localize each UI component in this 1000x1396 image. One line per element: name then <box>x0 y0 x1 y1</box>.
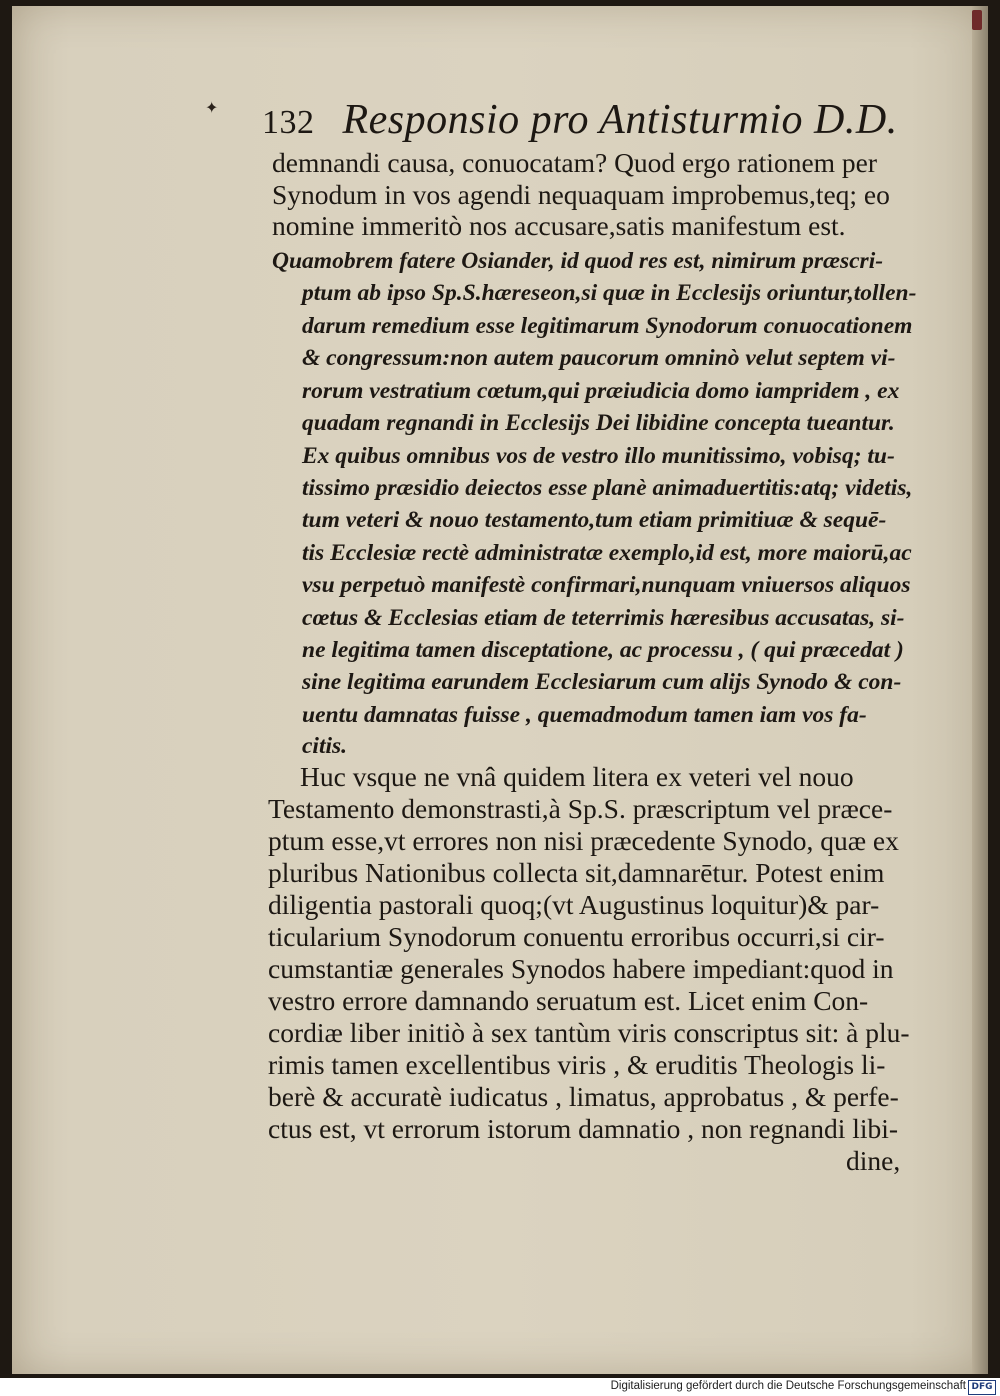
body-line: nomine immeritò nos accusare,satis manifestum est. <box>272 210 846 241</box>
printer-ornament-icon: ✦ <box>205 100 219 117</box>
bookmark-tab <box>972 10 982 30</box>
quote-line: tum veteri & nouo testamento,tum etiam primitiuæ & sequē- <box>302 507 887 533</box>
body-line: cumstantiæ generales Synodos habere impediant:quod in <box>268 953 894 984</box>
quote-line: citis. <box>302 733 348 759</box>
quote-line: vsu perpetuò manifestè confirmari,nunquam vniuersos aliquos <box>302 572 911 598</box>
page-edge-shadow <box>972 6 988 1374</box>
quote-line: darum remedium esse legitimarum Synodorum conuocationem <box>302 313 913 339</box>
quote-line: ne legitima tamen disceptatione, ac processu , ( qui præcedat ) <box>302 637 904 663</box>
quote-line: cœtus & Ecclesias etiam de teterrimis hæresibus accusatas, si- <box>302 605 905 631</box>
body-line: pluribus Nationibus collecta sit,damnarētur. Potest enim <box>268 857 885 888</box>
body-line: cordiæ liber initiò à sex tantùm viris conscriptus sit: à plu- <box>268 1017 910 1048</box>
body-line: Synodum in vos agendi nequaquam improbemus,teq; eo <box>272 179 890 210</box>
quote-line: & congressum:non autem paucorum omninò velut septem vi- <box>302 345 896 371</box>
funding-credit: Digitalisierung gefördert durch die Deutsche Forschungsgemeinschaft <box>610 1380 966 1392</box>
body-line: demnandi causa, conuocatam? Quod ergo rationem per <box>272 147 878 178</box>
quote-line: ptum ab ipso Sp.S.hæreseon,si quæ in Ecclesijs oriuntur,tollen- <box>302 280 917 306</box>
body-line: Huc vsque ne vnâ quidem litera ex veteri vel nouo <box>300 761 854 792</box>
quote-line: uentu damnatas fuisse , quemadmodum tamen iam vos fa- <box>302 702 867 728</box>
running-header <box>262 96 898 144</box>
quote-line: rorum vestratium cœtum,qui præiudicia domo iampridem , ex <box>302 378 900 404</box>
body-line: rimis tamen excellentibus viris , & eruditis Theologis li- <box>268 1049 886 1080</box>
body-line: ptum esse,vt errores non nisi præcedente Synodo, quæ ex <box>268 825 899 856</box>
quote-line: Quamobrem fatere Osiander, id quod res est, nimirum præscri- <box>272 248 884 274</box>
body-line: diligentia pastorali quoq;(vt Augustinus loquitur)& par- <box>268 889 880 920</box>
quote-line: sine legitima earundem Ecclesiarum cum alijs Synodo & con- <box>302 669 902 695</box>
page-number: 132 <box>262 104 315 141</box>
running-title: Responsio pro Antisturmio D.D. <box>342 97 898 143</box>
body-line: berè & accuratè iudicatus , limatus, approbatus , & perfe- <box>268 1081 899 1112</box>
body-line: ctus est, vt errorum istorum damnatio , non regnandi libi- <box>268 1113 899 1144</box>
quote-line: tis Ecclesiæ rectè administratæ exemplo,id est, more maiorū,ac <box>302 540 912 566</box>
body-line: ticularium Synodorum conuentu erroribus occurri,si cir- <box>268 921 885 952</box>
catchword: dine, <box>846 1145 901 1176</box>
dfg-logo-icon: DFG <box>968 1380 996 1395</box>
body-line: vestro errore damnando seruatum est. Licet enim Con- <box>268 985 869 1016</box>
quote-line: quadam regnandi in Ecclesijs Dei libidine concepta tueantur. <box>302 410 895 436</box>
quote-line: Ex quibus omnibus vos de vestro illo munitissimo, vobisq; tu- <box>302 443 895 469</box>
body-line: Testamento demonstrasti,à Sp.S. præscriptum vel præce- <box>268 793 893 824</box>
quote-line: tissimo præsidio deiectos esse planè animaduertitis:atq; videtis, <box>302 475 913 501</box>
